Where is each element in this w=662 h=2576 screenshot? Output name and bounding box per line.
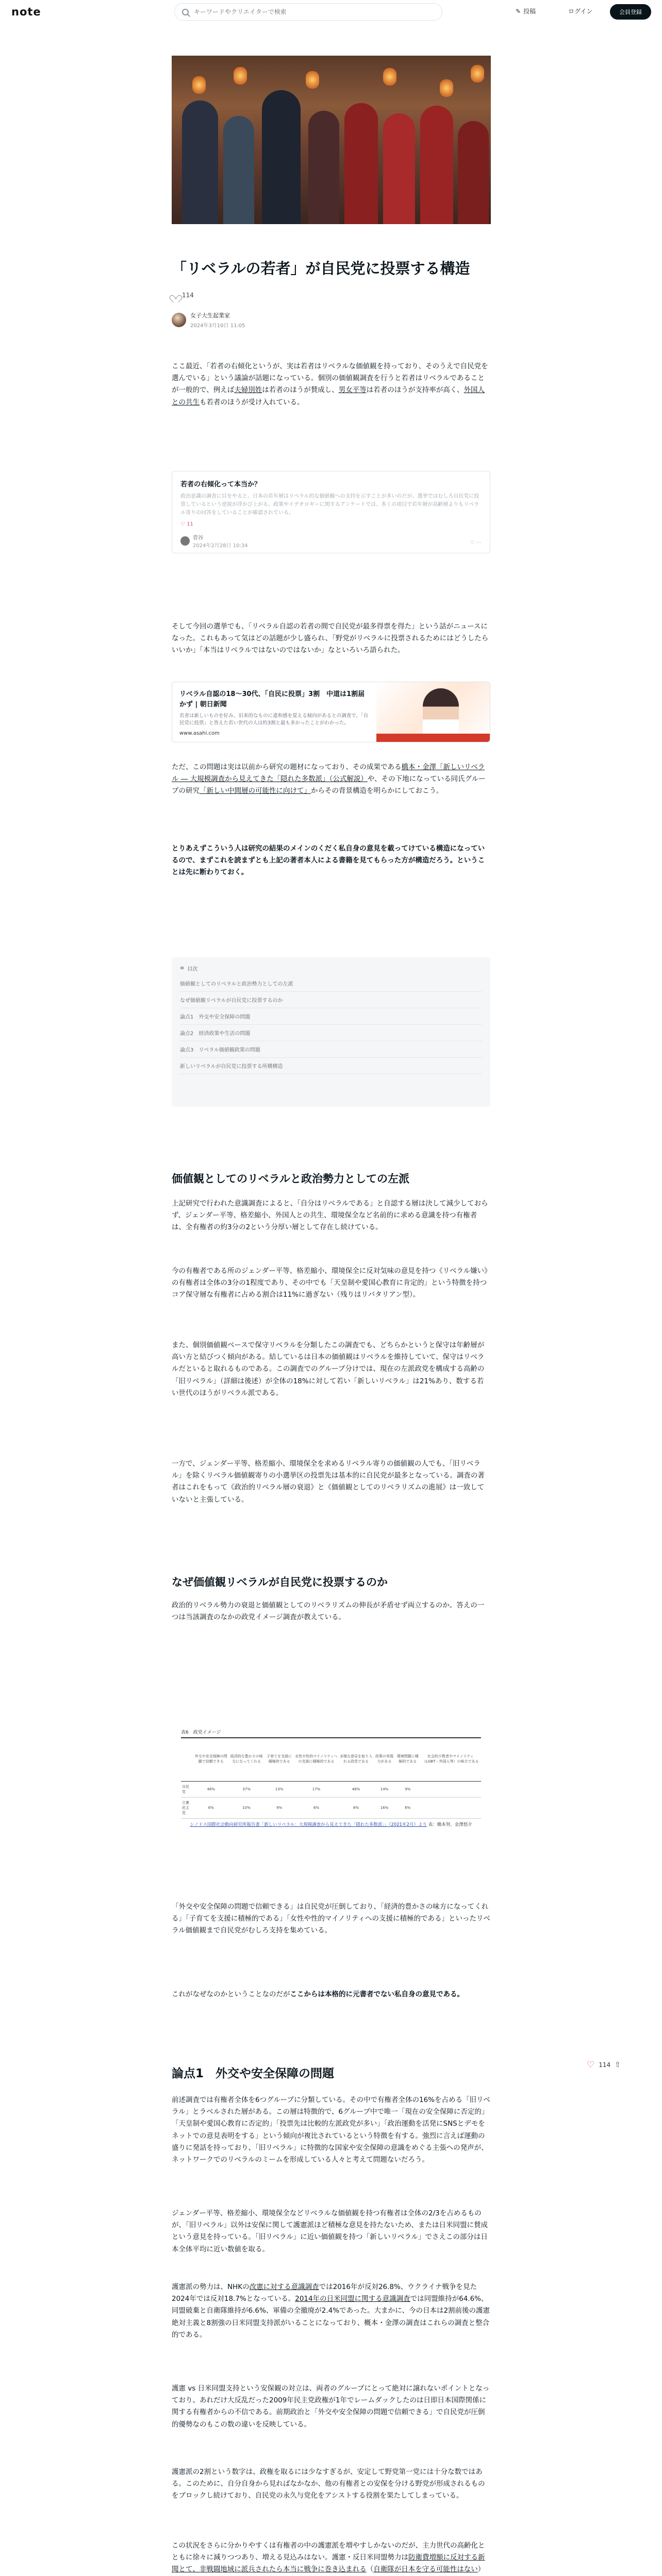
- post-label: 投稿: [523, 8, 536, 15]
- link-separate-surnames[interactable]: 夫婦別姓: [234, 386, 262, 395]
- paragraph-5: 上記研究で行われた意識調査によると、「自分はリベラルである」と自認する層は決して減少しておらず、ジェンダー平等、格差縮小、外国人との共生、環境保全など名前的に求める意識を持つ有権者は、全有権者の約3分の2という分厚い層として存在し続けている。: [172, 1199, 488, 1232]
- search-input[interactable]: [194, 8, 442, 15]
- embed-title: 若者の右傾化って本当か？: [180, 481, 261, 488]
- toc-item[interactable]: 論点1 外交や安全保障の問題: [180, 1008, 482, 1025]
- paragraph-9: 政治的リベラル勢力の衰退と価値観としてのリベラリズムの伸長が矛盾せず両立するのか。答えの一つは当該調査のなかの政党イメージ調査が教えている。: [172, 1601, 485, 1622]
- table-header: [181, 1738, 194, 1781]
- publish-date: 2024年3月10日 11:05: [190, 323, 245, 329]
- list-icon: ≡: [180, 965, 185, 971]
- table-header: 環境問題に積極的である: [395, 1738, 420, 1781]
- author-avatar[interactable]: [172, 313, 186, 327]
- share-icon[interactable]: ⇧: [615, 2061, 621, 2069]
- table-header: 外交や安全保障の問題で信頼できる: [194, 1738, 228, 1781]
- paragraph-14: 護憲派の勢力は、NHKの改憲に対する意識調査では2016年が反対26.8%、ウクライナ戦争を見た2024年では反対18.7%となっている。2014年の日米同盟に関する意識調査では同盟維持が64.6%、同盟破棄と自衛隊維持が6.6%、軍備の全撤廃が2.4%であった。大まかに、今の日本は2割前後の護憲絶対主義と8割強の日米同盟支持派がいることになっており、概本・金澤の調査はこれらの調査と整合的である。: [172, 2283, 490, 2339]
- embed-user-name: 菅谷: [193, 535, 203, 541]
- data-table: [181, 1737, 481, 1819]
- party-image-table: [172, 1728, 490, 1844]
- link-new-liberal-book[interactable]: 橋本・金澤「新しいリベラル ― 大規模調査から見えてきた「隠れた多数派」（公式解説）: [172, 763, 485, 784]
- paragraph-7: また、個別価値観ベースで保守リベラルを分類したこの調査でも、どちらかというと保守は年齢層が高い方と結びつく傾向がある。結しているは日本の価値観はリベラルを維持していて、保守はリベラルだといると取れるものである。この調査でのグループ分けでは、現在の左派政党を構成する高齢の「旧リベラル」（詳細は後述）が全体の18%に対して若い「新しいリベラル」は21%あり、数する若い世代のほうがリベラル派である。: [172, 1341, 485, 1397]
- paragraph-4: とりあえずこういう人は研究の結果のメインのくだく私自身の意見を載ってけている構造になっているので、まずこれを読まずとも上記の著者本人による書籍を見てもらった方が構造だろう。ということは先に断わりておく。: [172, 844, 485, 877]
- table-header: 政策の実現力がある: [373, 1738, 395, 1781]
- heart-icon: [172, 292, 179, 299]
- link-card-asahi[interactable]: [172, 682, 490, 742]
- table-of-contents: [172, 957, 490, 1107]
- paragraph-11: これがなぜなのかということなのだがここからは本格的に元書者でない私自身の意見である。: [172, 1990, 464, 1998]
- toc-item[interactable]: 価値観としてのリベラルと政治勢力としての左派: [180, 975, 482, 992]
- heading-values-vs-left: 価値観としてのリベラルと政治勢力としての左派: [172, 1173, 409, 1185]
- heading-why-vote-ldp: なぜ価値観リベラルが自民党に投票するのか: [172, 1576, 388, 1588]
- embedded-note-card[interactable]: [172, 471, 490, 553]
- link-foreigner-coexistence[interactable]: 外国人との共生: [172, 386, 485, 406]
- paragraph-10: 「外交や安全保障の問題で信頼できる」は自民党が圧倒しており、「経済的豊かさの味方になってくれる」「子育てを支援に積極的である」「女性や性的マイノリティへの支援に積極的である」といったリベラル価値観まで自民党がむしろ支持を集めている。: [172, 1903, 490, 1935]
- site-header: [0, 0, 662, 24]
- post-button[interactable]: [516, 7, 536, 15]
- paragraph-8: 一方で、ジェンダー平等、格差縮小、環境保全を求めるリベラル寄りの価値観の人でも、「旧リベラル」を除くリベラル価値観寄りの小選挙区の投票先は基本的に自民党が最多となっている。調査の著者はこれをもって《政治的リベラル層の衰退》と《価値観としてのリベラリズムの進展》は一致していないと主張している。: [172, 1460, 485, 1504]
- paragraph-15: 護憲 vs 日米同盟支持という安保観の対立は、両者のグループにとって絶対に譲れないポイントとなっており、あれだけ大反乱だった2009年民主党政権が1年でレームダックしたのは日即日本国際関係に関する有権者からの不信である。前期政治と「外交や安全保障の問題で信頼できる」で自民党が圧倒的優勢なのもこの数の違いを反映している。: [172, 2384, 490, 2429]
- toc-item[interactable]: 論点3 リベラル価値観政策の問題: [180, 1041, 482, 1058]
- toc-header[interactable]: ≡ 目次: [180, 965, 198, 972]
- link-noncombat-zone[interactable]: 非戦闘地域に派兵されたら本当に戦争に巻き込まれる: [199, 2565, 367, 2574]
- heart-icon[interactable]: ♡: [587, 2060, 595, 2070]
- embed-likes: ♡ 11: [180, 521, 193, 527]
- link-new-middle-class[interactable]: 「新しい中間層の可能性に向けて」: [200, 787, 311, 795]
- paragraph-13: ジェンダー平等、格差縮小、環境保全などリベラルな価値観を持つ有権者は全体の2/3を占めるものが、「旧リベラル」以外は安保に関して護憲派ほど積極な意見を持たないため、または日米同盟に賛成という意見を持っている。「旧リベラル」に近い価値観を持つ「新しいリベラル」でさえこの部分は日本全体平均に近い数値を取る。: [172, 2209, 488, 2253]
- link-card-desc: 若者は新しいものを好み、旧来的なものに違和感を覚える傾向があるとの調査で、「自民党に投票」と答えた若い世代の人は約3割と最も多かったことがわかった。: [179, 713, 369, 726]
- table-header: 多様な意見を取り入れる政党である: [339, 1738, 373, 1781]
- note-logo[interactable]: note: [11, 6, 41, 18]
- article-title: 「リベラルの若者」が自民党に投票する構造: [172, 260, 470, 277]
- paragraph-6: 今の有権者である所のジェンダー平等、格差縮小、環境保全に反対気味の意見を持つ《リベラル嫌い》の有権者は全体の3分の1程度であり、その中でも「天皇制や愛国心教育に肯定的」という特徴を持つコア保守層な有権者に占める割合は11%に過ぎない（残りはリバタリアン型）。: [172, 1267, 488, 1299]
- link-card-url: www.asahi.com: [179, 730, 220, 736]
- embed-avatar: [180, 536, 190, 546]
- table-caption: シノドス国際社会動向研究所報告書「新しいリベラル：大規模調査から見えてきた「隠れた多数派」」（2021年2月）より 表：橋本努、金澤悠介: [190, 1822, 472, 1827]
- link-card-title: リベラル自認の18〜30代、「自民に投票」3割 中道は1割届かず | 朝日新聞: [179, 690, 365, 708]
- link-sdf[interactable]: 自衛隊が日本を守る可能性はない: [373, 2565, 478, 2574]
- table-header: 女性や性的マイノリティへの支援に積極的である: [294, 1738, 339, 1781]
- link-nhk-survey[interactable]: 改憲に対する意識調査: [249, 2283, 319, 2291]
- paragraph-12: 前述調査では有権者全体を6つグループに分類している。その中で有権者全体の16%を占める「旧リベラル」とラベルされた層がある。この層は特徴的で、6グループ中で唯一「現在の安全保障に否定的」「天皇制や愛国心教育に否定的」「投票先は比較的左派政党が多い」「政治運動を活発にSNSとデモをネットでの意見表明をする」という傾向が複比されているという特徴を有する。強烈に言えば運動の盛りに発話を持っており、「旧リベラル」に特徴的な国家や安全保障の意識をめぐる主張への発声が、ネットワークでのリベラルのミームを形成している人々と考えて問題ないだろう。: [172, 2096, 490, 2164]
- paragraph-3: ただ、この問題は実は以前から研究の題材になっており、その成果である橋本・金澤「新しいリベラル ― 大規模調査から見えてきた「隠れた多数派」（公式解説）や、その下地になっている同氏グループの研究「新しい中間層の可能性に向けて」からその背景構造を明らかにしておこう。: [172, 763, 486, 795]
- signup-button[interactable]: 会員登録: [610, 4, 651, 20]
- link-gender-equality[interactable]: 男女平等: [338, 386, 367, 395]
- paragraph-16: 護憲派の2割という数字は、政権を取るには少なすぎるが、安定して野党第一党には十分な数ではある。このために、自分自身から見ればなかなか、他の有権者との安保を分ける野党が形成されるものをブロックし続けており、自民党の永久与党化をアシストする役割を果たしてしまっている。: [172, 2468, 485, 2500]
- author-block[interactable]: [172, 311, 245, 329]
- link-card-thumbnail: [376, 682, 490, 742]
- heart-icon: ♡: [180, 521, 187, 527]
- author-name[interactable]: 女子大生起業家: [190, 312, 230, 319]
- embed-author: [180, 533, 482, 549]
- table-header: 経済的な豊かさの味方になってくれる: [228, 1738, 265, 1781]
- toc-item[interactable]: 新しいリベラルが自民党に投票する所構構造: [180, 1058, 482, 1074]
- embed-date: 2024年2月28日 10:34: [193, 543, 248, 549]
- hero-image: [172, 56, 491, 224]
- paragraph-1: ここ最近、「若者の右傾化というが、実は若者はリベラルな価値観を持っており、そのうえで自民党を選んでいる」という議論が話題になっている。個別の価値観調査を行うと若者はリベラルであることが一般的で、例えば夫婦別姓は若者のほうが賛成し、男女平等は若者のほうが支持率が高く、外国人との共生も若者のほうが受け入れている。: [172, 362, 488, 406]
- embed-actions-icon[interactable]: ♡ ⋯: [470, 540, 482, 546]
- search-icon: [182, 9, 189, 15]
- table-row: 自民党 46% 37% 13% 17% 46% 14% 9%: [181, 1781, 481, 1797]
- link-defense-budget[interactable]: 防衛費増額に反対する新聞とて、: [172, 2553, 485, 2574]
- table-header: 子育てを支援に積極的である: [264, 1738, 294, 1781]
- like-count: 114: [182, 292, 194, 299]
- table-title: 表6 政党イメージ: [181, 1730, 221, 1735]
- side-like-count: 114: [599, 2061, 611, 2069]
- login-button[interactable]: ログイン: [568, 8, 593, 15]
- paragraph-2: そして今回の選挙でも、「リベラル自認の若者の間で自民党が最多得票を得た」という話がニュースになった。これもあって気はどの話題が少し盛られ、「野党がリベラルに投票されるためにはどうしたらいいか」「本当はリベラルではないのではないか」なといろいろ語られた。: [172, 622, 489, 655]
- table-row: 立憲民主党 6% 10% 9% 6% 8% 16% 6%: [181, 1797, 481, 1818]
- floating-actions: [587, 2060, 621, 2070]
- search-box[interactable]: [174, 3, 442, 21]
- link-synodos-report[interactable]: シノドス国際社会動向研究所報告書「新しいリベラル：大規模調査から見えてきた「隠れた多数派」」（2021年2月）より: [190, 1822, 427, 1827]
- embed-body: 政治意識の調査に目をやると、日本の若年層はリベラル的な価値観への支持を示すことが多いのだが、選挙ではむしろ自民党に投票しているという逆説が浮かび上がる。政策やイデオロギーに関するアンケートでは、多くの項目で若年層が高齢層よりもリベラル寄りの回答をしていることが確認されている。: [180, 494, 479, 516]
- heading-security: 論点1 外交や安全保障の問題: [172, 2067, 335, 2080]
- toc-item[interactable]: 論点2 経済政策や生活の問題: [180, 1025, 482, 1041]
- toc-item[interactable]: なぜ価値観リベラルが自民党に投票するのか: [180, 992, 482, 1008]
- pencil-icon: ✎: [516, 7, 521, 15]
- paragraph-17: この状況をさらに分かりやすくは有権者の中の護憲派を増やすしかないのだが、主力世代の高齢化とともに徐々に減りつつあり、増える見込みはない。護憲・反日米同盟勢力は防衛費増額に反対する新聞とて、非戦闘地域に派兵されたら本当に戦争に巻き込まれる（自衛隊が日本を守る可能性はない）: [172, 2541, 485, 2574]
- link-alliance-survey[interactable]: 2014年の日米同盟に関する意識調査: [295, 2295, 410, 2303]
- like-button-top[interactable]: [172, 292, 194, 299]
- table-header: 社会的少数者やマイノリティ（LGBT・外国人等）の味方である: [420, 1738, 481, 1781]
